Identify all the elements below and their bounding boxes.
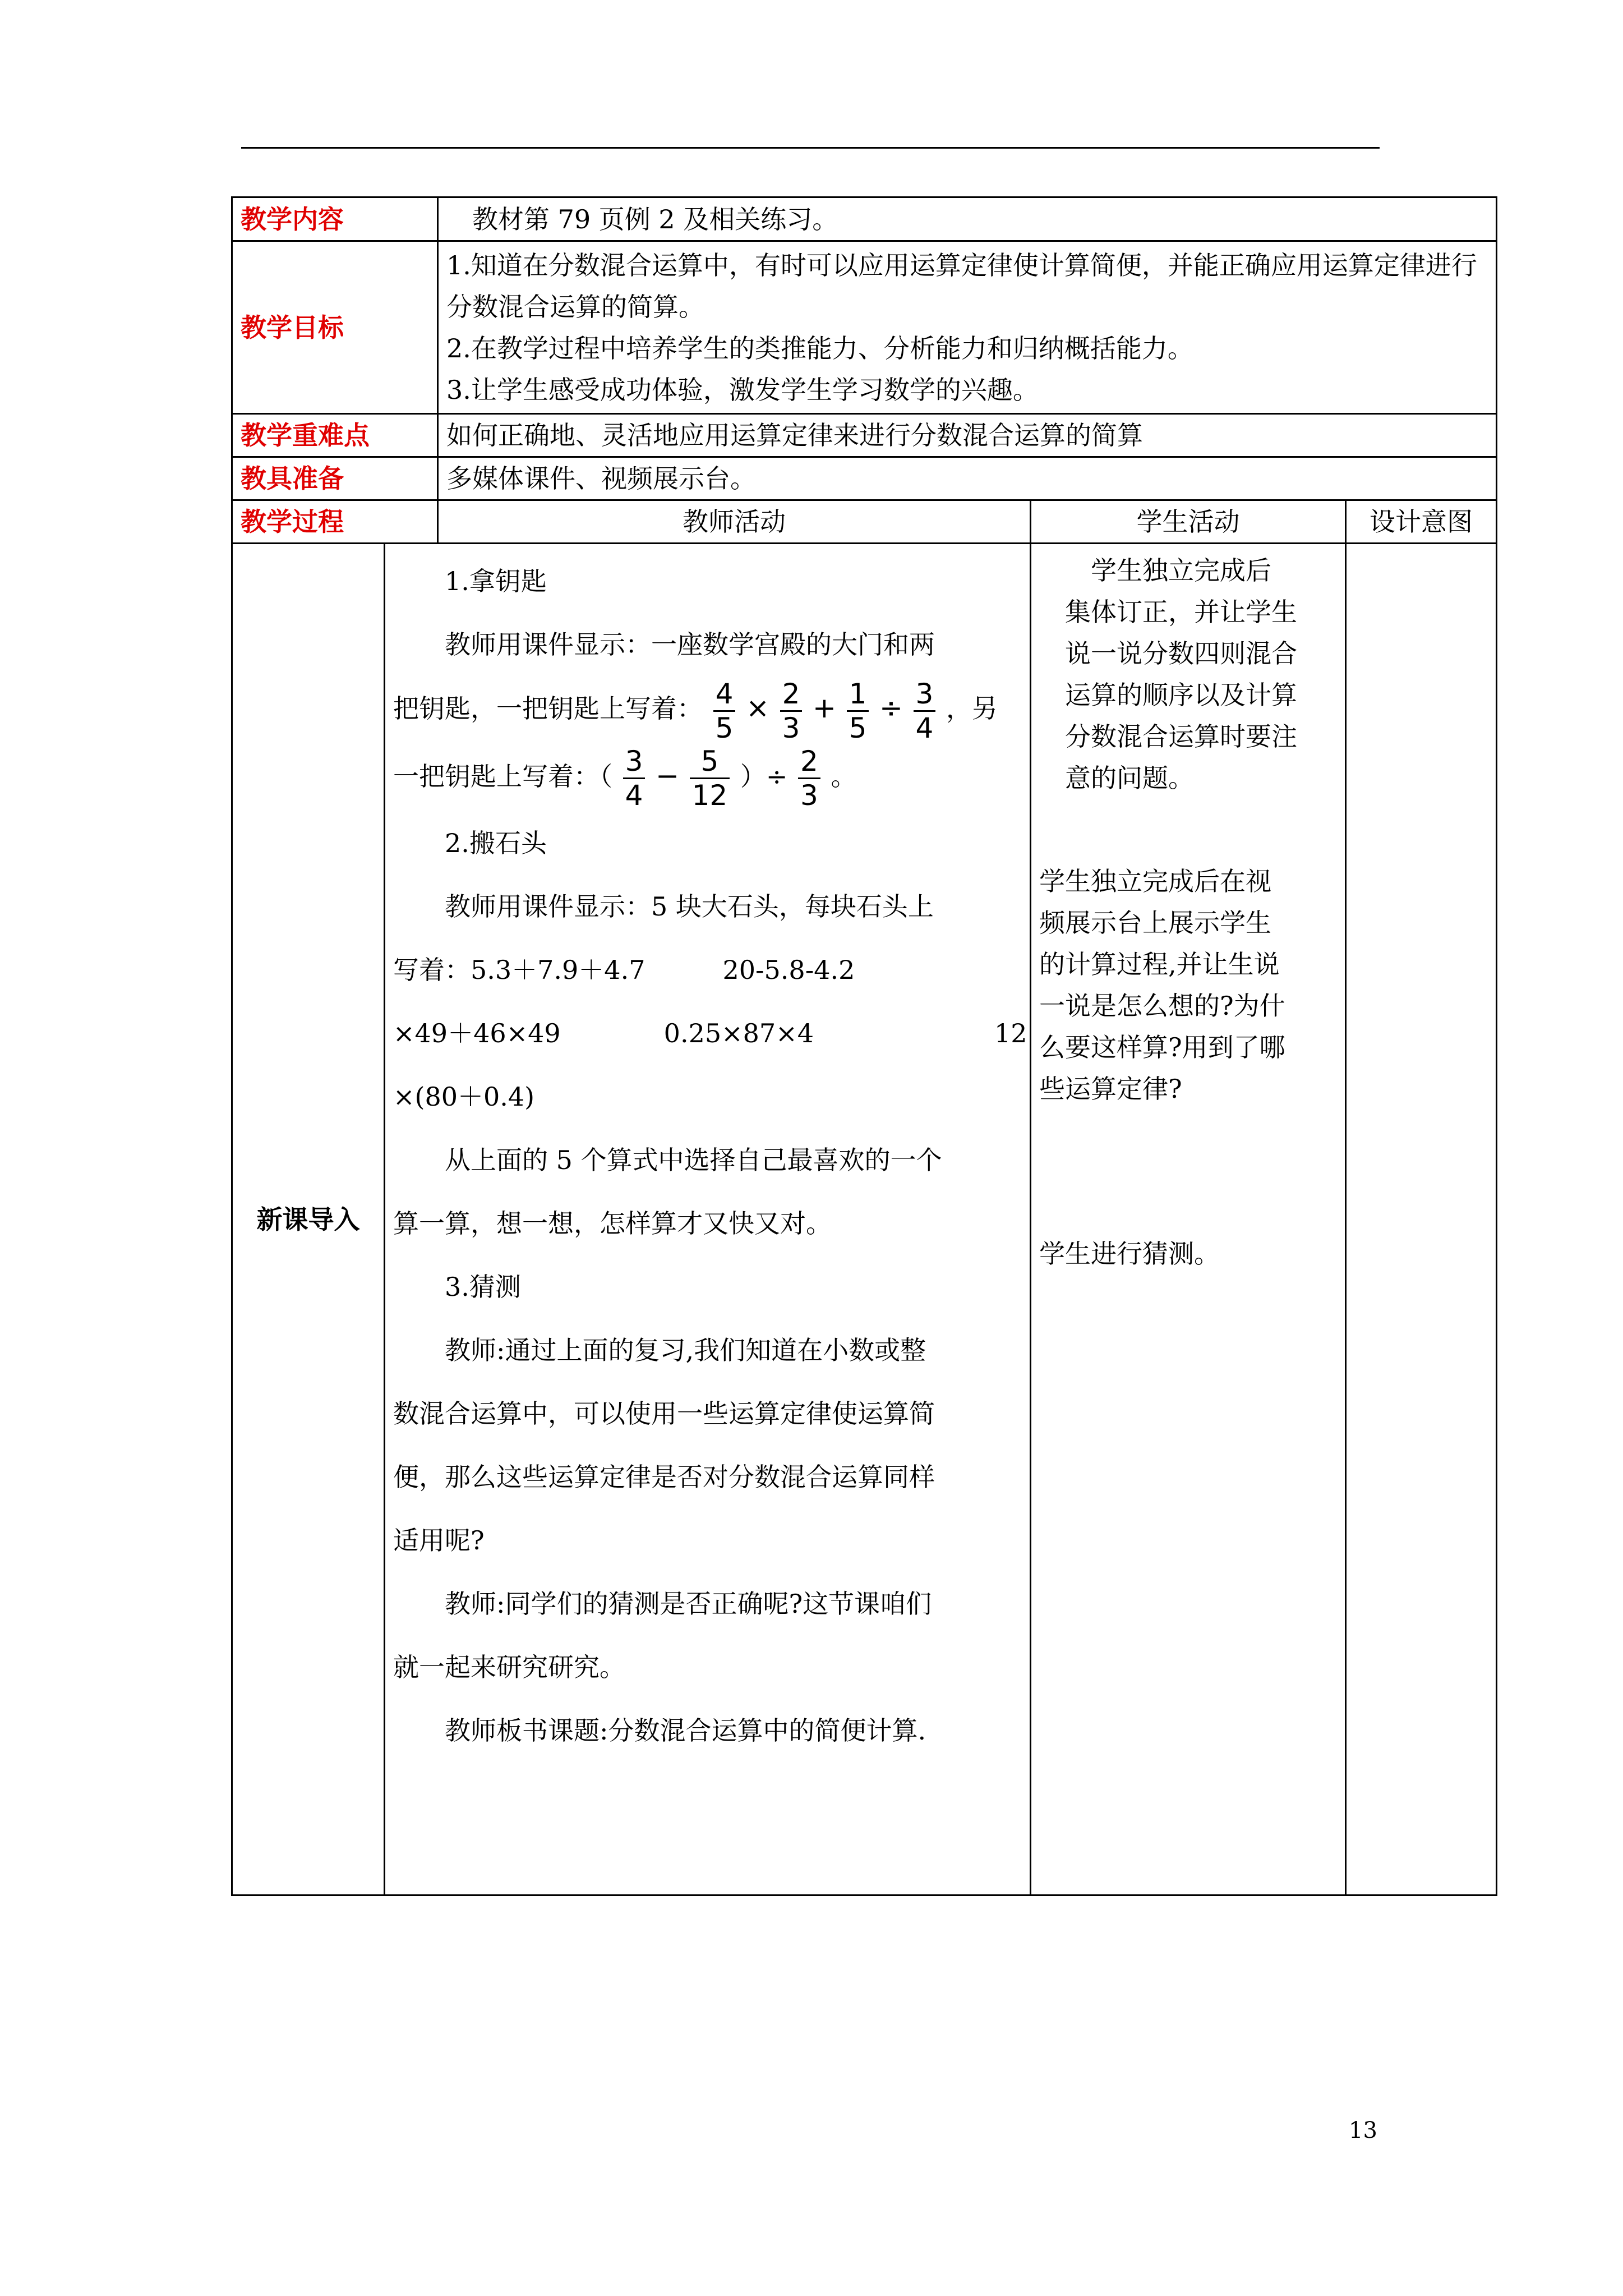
student-text: 学生进行猜测。 <box>1039 1239 1220 1269</box>
row-process-header <box>232 500 1497 544</box>
key-one-line <box>393 677 1022 744</box>
student-activity <box>1031 544 1346 1895</box>
student-text: 分数混合运算时要注 <box>1065 721 1297 752</box>
page-number: 13 <box>1349 2118 1377 2143</box>
row-content <box>232 197 1497 241</box>
col-teacher-header: 教师活动 <box>438 500 1031 544</box>
operator: ）÷ <box>740 761 788 792</box>
operator: − <box>656 759 679 792</box>
fraction: $\frac{3}{4}$ <box>914 678 936 744</box>
goal-item: 2.在教学过程中培养学生的类推能力、分析能力和归纳概括能力。 <box>446 333 1193 364</box>
fraction: $\frac{3}{4}$ <box>623 745 645 812</box>
label-process: 教学过程 <box>232 500 438 544</box>
teacher-text: 算一算，想一想，怎样算才又快又对。 <box>393 1208 832 1239</box>
teacher-activity <box>385 544 1031 1895</box>
teacher-text: 从上面的 5 个算式中选择自己最喜欢的一个 <box>445 1145 942 1175</box>
label-tools: 教具准备 <box>232 457 438 500</box>
goal-item: 1.知道在分数混合运算中，有时可以应用运算定律使计算简便，并能正确应用运算定律进行分数混合运算的简算。 <box>446 250 1477 322</box>
difficulty-text: 如何正确地、灵活地应用运算定律来进行分数混合运算的简算 <box>438 414 1497 457</box>
teacher-text: ，另 <box>946 693 998 724</box>
teacher-text: 适用呢? <box>393 1525 485 1556</box>
step-heading: 3.猜测 <box>445 1272 521 1302</box>
teacher-text: 教师用课件显示：一座数学宫殿的大门和两 <box>445 629 935 660</box>
row-tools <box>232 457 1497 500</box>
operator: ÷ <box>879 692 903 724</box>
student-text: 频展示台上展示学生 <box>1039 908 1271 938</box>
student-text: 么要这样算?用到了哪 <box>1039 1032 1285 1062</box>
header-rule <box>241 147 1380 149</box>
col-design-header: 设计意图 <box>1346 500 1497 544</box>
teacher-text: 。 <box>831 761 857 792</box>
label-goals: 教学目标 <box>232 241 438 414</box>
student-text: 集体订正，并让学生 <box>1065 597 1297 627</box>
col-student-header: 学生活动 <box>1031 500 1346 544</box>
fraction: $\frac{1}{5}$ <box>847 678 869 744</box>
student-text: 意的问题。 <box>1065 763 1194 793</box>
goals-list <box>438 241 1497 414</box>
step-heading: 1.拿钥匙 <box>445 566 547 596</box>
design-intent <box>1346 544 1497 1895</box>
student-text: 些运算定律? <box>1039 1074 1182 1104</box>
goal-item: 3.让学生感受成功体验，激发学生学习数学的兴趣。 <box>446 374 1039 405</box>
fraction: $\frac{5}{12}$ <box>690 745 730 812</box>
teacher-text: 数混合运算中，可以使用一些运算定律使运算简 <box>393 1398 935 1429</box>
teacher-text: 教师板书课题:分数混合运算中的简便计算. <box>445 1715 926 1746</box>
row-difficulty <box>232 414 1497 457</box>
student-text: 一说是怎么想的?为什 <box>1039 991 1285 1021</box>
teacher-text: 教师用课件显示：5 块大石头，每块石头上 <box>445 891 934 922</box>
fraction: $\frac{4}{5}$ <box>713 678 736 744</box>
fraction: $\frac{2}{3}$ <box>780 678 803 744</box>
operator: + <box>813 692 836 724</box>
teacher-text: 便，那么这些运算定律是否对分数混合运算同样 <box>393 1462 935 1492</box>
row-new-lesson <box>232 544 1497 1895</box>
label-difficulty: 教学重难点 <box>232 414 438 457</box>
label-new-lesson: 新课导入 <box>232 544 385 1895</box>
row-goals <box>232 241 1497 414</box>
teacher-text: ×49＋46×49 0.25×87×4 12 <box>393 1018 1027 1048</box>
student-text: 说一说分数四则混合 <box>1065 638 1297 669</box>
lesson-plan-table <box>231 196 1497 1896</box>
teacher-text: ×(80＋0.4) <box>393 1082 535 1112</box>
teacher-text: 就一起来研究研究。 <box>393 1652 625 1682</box>
label-content: 教学内容 <box>232 197 438 241</box>
tools-text: 多媒体课件、视频展示台。 <box>438 457 1497 500</box>
student-text: 运算的顺序以及计算 <box>1065 680 1297 710</box>
teacher-text: 把钥匙，一把钥匙上写着： <box>393 693 703 724</box>
student-text: 学生独立完成后在视 <box>1039 866 1271 896</box>
fraction: $\frac{2}{3}$ <box>798 745 820 812</box>
student-text: 学生独立完成后 <box>1091 555 1271 586</box>
teacher-text: 一把钥匙上写着：（ <box>393 761 612 792</box>
operator: × <box>746 692 769 724</box>
content-text: 教材第 79 页例 2 及相关练习。 <box>438 197 1497 241</box>
teacher-text: 教师:同学们的猜测是否正确呢?这节课咱们 <box>445 1589 932 1619</box>
key-two-line <box>393 744 1022 812</box>
step-heading: 2.搬石头 <box>445 828 547 858</box>
teacher-text: 写着：5.3＋7.9＋4.7 20-5.8-4.2 <box>393 955 855 985</box>
student-text: 的计算过程,并让生说 <box>1039 949 1280 979</box>
teacher-text: 教师:通过上面的复习,我们知道在小数或整 <box>445 1335 926 1365</box>
